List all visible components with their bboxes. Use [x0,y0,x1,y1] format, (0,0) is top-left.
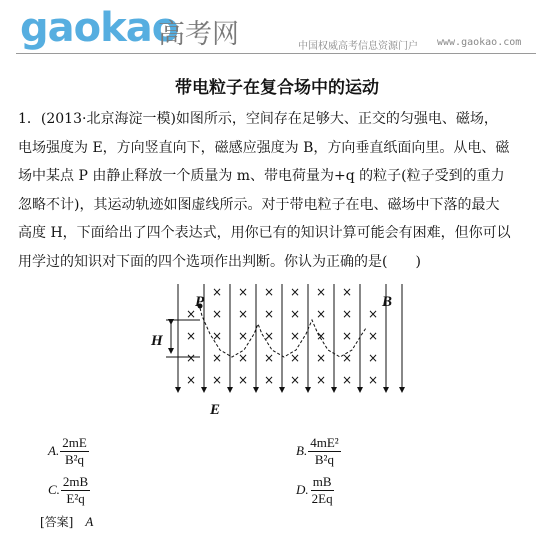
page-header [0,0,554,55]
magnetic-cross: × [341,307,353,321]
field-b-label: B [382,294,393,310]
magnetic-cross: × [315,351,327,365]
magnetic-cross: × [237,351,249,365]
answer-value: A [85,514,94,529]
option-letter: B. [296,443,308,459]
magnetic-cross: × [367,373,379,387]
site-logo-chinese[interactable]: 高考网 [158,19,239,50]
magnetic-cross: × [237,285,249,299]
magnetic-cross: × [211,373,223,387]
option-a[interactable] [48,436,89,466]
magnetic-cross: × [289,351,301,365]
site-logo[interactable]: gaokao [20,5,179,51]
question-line: 忽略不计)，其运动轨迹如图虚线所示。对于带电粒子在电、磁场中下落的最大 [18,196,500,213]
magnetic-cross: × [289,373,301,387]
option-b[interactable] [296,436,341,466]
numerator: 2mE [62,435,87,450]
answer-label: [答案] [40,515,74,529]
magnetic-cross: × [263,285,275,299]
question-line: 1．(2013·北京海淀一模)如图所示，空间存在足够大、正交的匀强电、磁场， [18,111,498,127]
option-letter: C. [48,482,60,498]
magnetic-cross: × [367,307,379,321]
magnetic-cross: × [289,285,301,299]
header-divider [16,53,536,54]
option-fraction [61,475,90,505]
magnetic-cross: × [211,285,223,299]
magnetic-cross: × [367,351,379,365]
option-fraction [308,436,340,466]
magnetic-cross: × [263,351,275,365]
magnetic-cross: × [289,307,301,321]
denominator: 2Eq [311,490,333,506]
denominator: B²q [314,451,334,467]
magnetic-cross: × [185,329,197,343]
magnetic-cross: × [341,285,353,299]
magnetic-cross: × [211,307,223,321]
field-e-label: E [210,402,221,418]
magnetic-cross: × [289,329,301,343]
magnetic-cross: × [315,373,327,387]
denominator: E²q [66,490,85,506]
magnetic-cross: × [185,351,197,365]
magnetic-cross: × [185,307,197,321]
site-tagline: 中国权威高考信息资源门户 [298,41,418,52]
point-p-label: P [195,294,205,310]
magnetic-cross: × [341,373,353,387]
magnetic-cross: × [237,373,249,387]
question-text [18,105,538,276]
magnetic-cross: × [341,351,353,365]
numerator: 4mE² [310,435,339,450]
question-line: 用学过的知识对下面的四个选项作出判断。你认为正确的是( ) [18,253,421,270]
option-fraction [310,475,335,505]
option-d[interactable] [296,475,335,505]
option-c[interactable] [48,475,90,505]
option-fraction [60,436,89,466]
denominator: B²q [64,451,85,467]
site-url[interactable]: www.gaokao.com [437,37,522,48]
question-line: 场中某点 P 由静止释放一个质量为 m、带电荷量为+q 的粒子(粒子受到的重力 [18,168,505,184]
question-line: 电场强度为 E，方向竖直向下，磁感应强度为 B，方向垂直纸面向里。从电、磁 [18,139,510,156]
magnetic-cross: × [237,307,249,321]
magnetic-cross: × [211,351,223,365]
option-letter: A. [48,443,60,459]
option-letter: D. [296,482,309,498]
numerator: mB [312,474,332,489]
magnetic-cross: × [341,329,353,343]
page-title: 带电粒子在复合场中的运动 [175,78,379,98]
magnetic-cross: × [211,329,223,343]
magnetic-cross: × [185,373,197,387]
height-label: H [151,333,163,349]
field-diagram [140,278,410,420]
magnetic-cross: × [263,373,275,387]
question-line: 高度 H，下面给出了四个表达式，用你已有的知识计算可能会有困难，但你可以 [18,225,511,241]
magnetic-cross: × [315,285,327,299]
magnetic-cross: × [315,307,327,321]
numerator: 2mB [62,474,89,489]
magnetic-cross: × [315,329,327,343]
magnetic-cross: × [263,329,275,343]
magnetic-cross: × [367,329,379,343]
magnetic-cross: × [263,307,275,321]
answer-line [40,513,93,530]
magnetic-cross: × [237,329,249,343]
